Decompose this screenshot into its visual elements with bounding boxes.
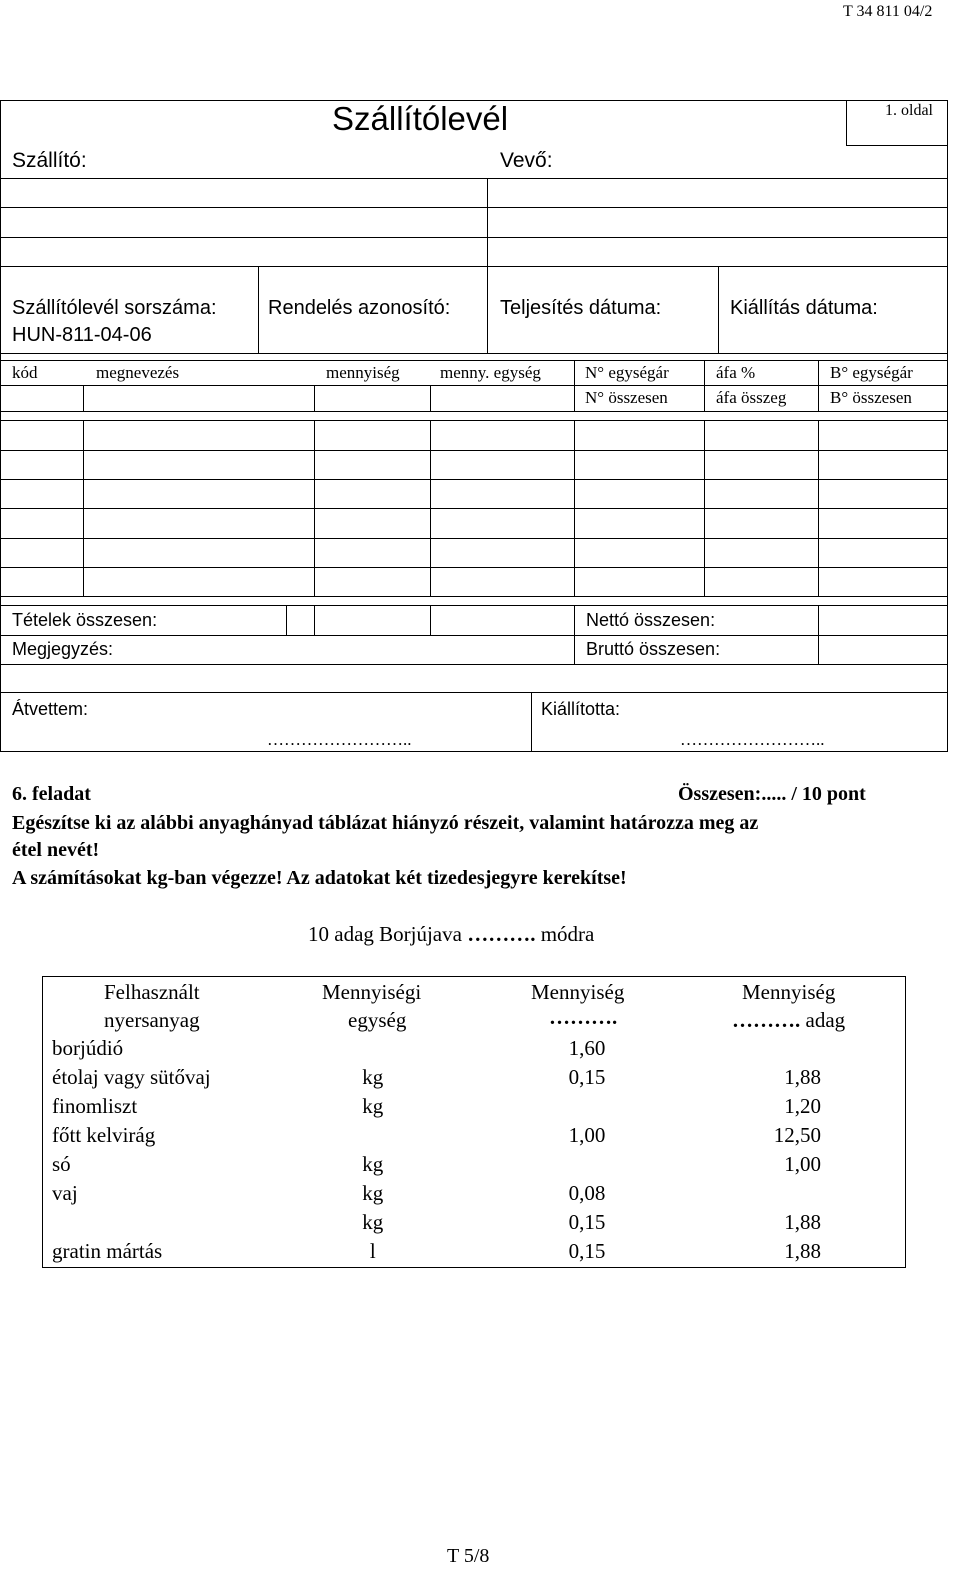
task-score: Összesen:..... / 10 pont [678,783,866,805]
ingredient-name: borjúdió [52,1036,124,1060]
ingredient-unit [295,1121,450,1150]
column-unit: menny. egység [440,363,541,382]
table-row [42,1150,916,1179]
header-quantity2-line2 [732,1008,845,1033]
column-net-total: N° összesen [585,388,668,407]
delivery-date-label: Teljesítés dátuma: [500,297,662,319]
header-portion-suffix: adag [805,1008,846,1032]
recipe-title-prefix: 10 adag Borjújava [308,922,462,946]
column-quantity: mennyiség [326,363,400,382]
table-row [42,1092,916,1121]
ingredient-quantity-2 [617,1034,916,1063]
ingredient-quantity-1 [450,1092,617,1121]
ingredient-unit: kg [362,1152,384,1176]
ingredient-unit: kg [362,1210,384,1234]
recipe-title [308,922,594,947]
task-instruction-line2: étel nevét! [12,839,100,861]
column-gross-unit-price: B° egységár [830,363,913,382]
ingredient-quantity-1 [450,1150,617,1179]
note-label: Megjegyzés: [12,639,114,659]
issued-by-label: Kiállította: [541,699,621,719]
buyer-label: Vevő: [500,149,553,172]
issued-signature-dots: …………………….. [680,730,825,749]
gross-total-label: Bruttó összesen: [586,639,721,659]
ingredient-name: gratin mártás [52,1239,163,1263]
column-vat-amount: áfa összeg [716,388,787,407]
table-row [42,1063,916,1092]
ingredient-quantity-1: 0,15 [568,1210,606,1234]
page-number: T 5/8 [447,1545,490,1567]
document-code: T 34 811 04/2 [843,3,933,20]
ingredient-name: étolaj vagy sütővaj [52,1065,211,1089]
column-net-unit-price: N° egységár [585,363,669,382]
task-instruction-line3: A számításokat kg-ban végezze! Az adatokat két tizedesjegyre kerekítse! [12,867,627,889]
ingredient-unit: l [369,1239,376,1263]
serial-value: HUN-811-04-06 [12,324,152,346]
ingredient-quantity-2: 1,88 [784,1210,821,1234]
column-code: kód [12,363,38,382]
ingredient-quantity-2: 1,20 [784,1094,821,1118]
table-row [42,1237,916,1266]
page-indicator: 1. oldal [885,102,933,119]
ingredient-quantity-2 [617,1179,916,1208]
received-label: Átvettem: [12,699,89,719]
recipe-name-blank: ………. [467,922,536,946]
ingredient-quantity-1: 1,60 [568,1036,606,1060]
header-quantity1-line1: Mennyiség [531,980,625,1004]
table-row [42,1121,916,1150]
ingredient-name: vaj [52,1181,78,1205]
header-unit-line2: egység [348,1008,407,1032]
supplier-label: Szállító: [12,149,87,172]
table-row [42,1179,916,1208]
recipe-title-suffix: módra [540,922,595,946]
task-heading: 6. feladat [12,783,91,805]
serial-label: Szállítólevél sorszáma: [12,297,217,319]
column-vat-percent: áfa % [716,363,756,382]
column-name: megnevezés [96,363,180,382]
header-quantity2-line1: Mennyiség [742,980,836,1004]
received-signature-dots: …………………….. [267,730,412,749]
header-ingredient-line1: Felhasznált [104,980,200,1004]
ingredient-unit: kg [362,1094,384,1118]
ingredient-quantity-2: 1,00 [784,1152,821,1176]
header-portion-blank: ………. [732,1008,801,1032]
ingredient-name: főtt kelvirág [52,1123,156,1147]
ingredient-unit [295,1034,450,1063]
form-title: Szállítólevél [332,100,509,137]
header-unit-line1: Mennyiségi [322,980,422,1004]
issue-date-label: Kiállítás dátuma: [730,297,878,319]
net-total-label: Nettó összesen: [586,610,716,630]
ingredient-quantity-1: 0,15 [568,1239,606,1263]
ingredient-unit: kg [362,1181,384,1205]
ingredient-name [42,1208,295,1237]
ingredient-quantity-1: 1,00 [568,1123,606,1147]
ingredient-quantity-1: 0,08 [568,1181,606,1205]
ingredient-quantity-2: 12,50 [773,1123,821,1147]
header-ingredient-line2: nyersanyag [104,1008,200,1032]
ingredient-rows [42,1034,916,1266]
order-id-label: Rendelés azonosító: [268,297,451,319]
ingredient-name: finomliszt [52,1094,138,1118]
ingredient-quantity-2: 1,88 [784,1065,821,1089]
table-row [42,1208,916,1237]
table-row [42,1034,916,1063]
task-instruction-line1: Egészítse ki az alábbi anyaghányad táblázat hiányzó részeit, valamint határozza meg az [12,812,759,834]
ingredient-quantity-1: 0,15 [568,1065,606,1089]
header-quantity1-blank: ………. [549,1005,618,1029]
ingredient-unit: kg [362,1065,384,1089]
ingredient-quantity-2: 1,88 [784,1239,821,1263]
items-total-label: Tételek összesen: [12,610,158,630]
column-gross-total: B° összesen [830,388,912,407]
ingredient-name: só [52,1152,71,1176]
